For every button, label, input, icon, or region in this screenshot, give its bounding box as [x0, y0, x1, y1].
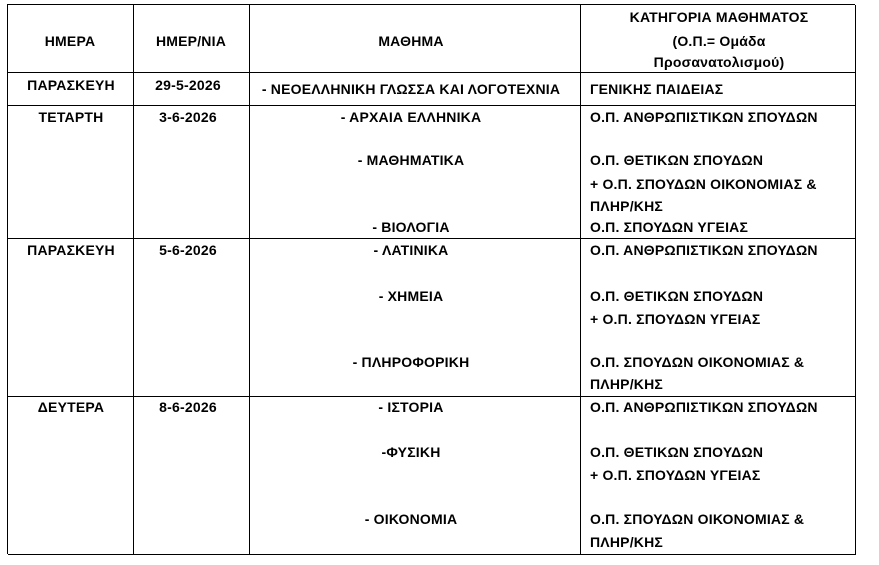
header-course: ΜΑΘΗΜΑ: [378, 33, 444, 49]
row3-category-2a: Ο.Π. ΘΕΤΙΚΩΝ ΣΠΟΥΔΩΝ: [590, 288, 764, 304]
header-date: ΗΜΕΡ/ΝΙΑ: [155, 33, 227, 49]
row4-course-cell: [250, 397, 581, 555]
row1-category-1: ΓΕΝΙΚΗΣ ΠΑΙΔΕΙΑΣ: [590, 81, 724, 97]
row4-day-cell: [8, 397, 134, 555]
header-category-line2: (Ο.Π.= Ομάδα: [672, 33, 766, 49]
row3-date-cell: [134, 239, 250, 397]
row3-course-cell: [250, 239, 581, 397]
header-category-line3: Προσανατολισμού): [653, 54, 785, 70]
row3-course-2: - ΧΗΜΕΙΑ: [378, 288, 444, 304]
row4-category-3b: ΠΛΗΡ/ΚΗΣ: [590, 534, 664, 550]
row4-category-2b: + Ο.Π. ΣΠΟΥΔΩΝ ΥΓΕΙΑΣ: [590, 467, 761, 483]
row2-date: 3-6-2026: [159, 109, 217, 125]
row4-course-2: -ΦΥΣΙΚΗ: [381, 444, 441, 460]
row3-category-3a: Ο.Π. ΣΠΟΥΔΩΝ ΟΙΚΟΝΟΜΙΑΣ &: [590, 354, 805, 370]
row4-date: 8-6-2026: [159, 399, 217, 415]
row4-course-1: - ΙΣΤΟΡΙΑ: [378, 399, 444, 415]
row4-category-2a: Ο.Π. ΘΕΤΙΚΩΝ ΣΠΟΥΔΩΝ: [590, 444, 764, 460]
row4-category-3a: Ο.Π. ΣΠΟΥΔΩΝ ΟΙΚΟΝΟΜΙΑΣ &: [590, 511, 805, 527]
row1-day: ΠΑΡΑΣΚΕΥΗ: [27, 77, 115, 93]
row4-course-3: - ΟΙΚΟΝΟΜΙΑ: [364, 511, 458, 527]
row4-date-cell: [134, 397, 250, 555]
row2-category-2a: Ο.Π. ΘΕΤΙΚΩΝ ΣΠΟΥΔΩΝ: [590, 152, 764, 168]
row2-category-2b: + Ο.Π. ΣΠΟΥΔΩΝ ΟΙΚΟΝΟΜΙΑΣ &: [590, 176, 817, 192]
header-day: ΗΜΕΡΑ: [44, 33, 96, 49]
row2-course-3: - ΒΙΟΛΟΓΙΑ: [372, 219, 450, 235]
row3-category-1: Ο.Π. ΑΝΘΡΩΠΙΣΤΙΚΩΝ ΣΠΟΥΔΩΝ: [590, 242, 818, 258]
row4-day: ΔΕΥΤΕΡΑ: [37, 399, 105, 415]
row3-date: 5-6-2026: [159, 242, 217, 258]
row3-day-cell: [8, 239, 134, 397]
row2-category-3: Ο.Π. ΣΠΟΥΔΩΝ ΥΓΕΙΑΣ: [590, 219, 749, 235]
header-category-line1: ΚΑΤΗΓΟΡΙΑ ΜΑΘΗΜΑΤΟΣ: [629, 9, 809, 25]
row2-day: ΤΕΤΑΡΤΗ: [38, 109, 104, 125]
row2-category-1: Ο.Π. ΑΝΘΡΩΠΙΣΤΙΚΩΝ ΣΠΟΥΔΩΝ: [590, 109, 818, 125]
row4-category-1: Ο.Π. ΑΝΘΡΩΠΙΣΤΙΚΩΝ ΣΠΟΥΔΩΝ: [590, 399, 818, 415]
row2-course-2: - ΜΑΘΗΜΑΤΙΚΑ: [357, 152, 465, 168]
row1-course-1: - ΝΕΟΕΛΛΗΝΙΚΗ ΓΛΩΣΣΑ ΚΑΙ ΛΟΓΟΤΕΧΝΙΑ: [261, 81, 561, 97]
row3-day: ΠΑΡΑΣΚΕΥΗ: [27, 242, 115, 258]
row3-category-3b: ΠΛΗΡ/ΚΗΣ: [590, 376, 664, 392]
row3-course-1: - ΛΑΤΙΝΙΚΑ: [373, 242, 449, 258]
row2-category-2c: ΠΛΗΡ/ΚΗΣ: [590, 198, 664, 214]
row1-date: 29-5-2026: [155, 77, 221, 93]
row3-category-2b: + Ο.Π. ΣΠΟΥΔΩΝ ΥΓΕΙΑΣ: [590, 311, 761, 327]
row2-course-1: - ΑΡΧΑΙΑ ΕΛΛΗΝΙΚΑ: [340, 109, 482, 125]
row3-course-3: - ΠΛΗΡΟΦΟΡΙΚΗ: [352, 354, 470, 370]
